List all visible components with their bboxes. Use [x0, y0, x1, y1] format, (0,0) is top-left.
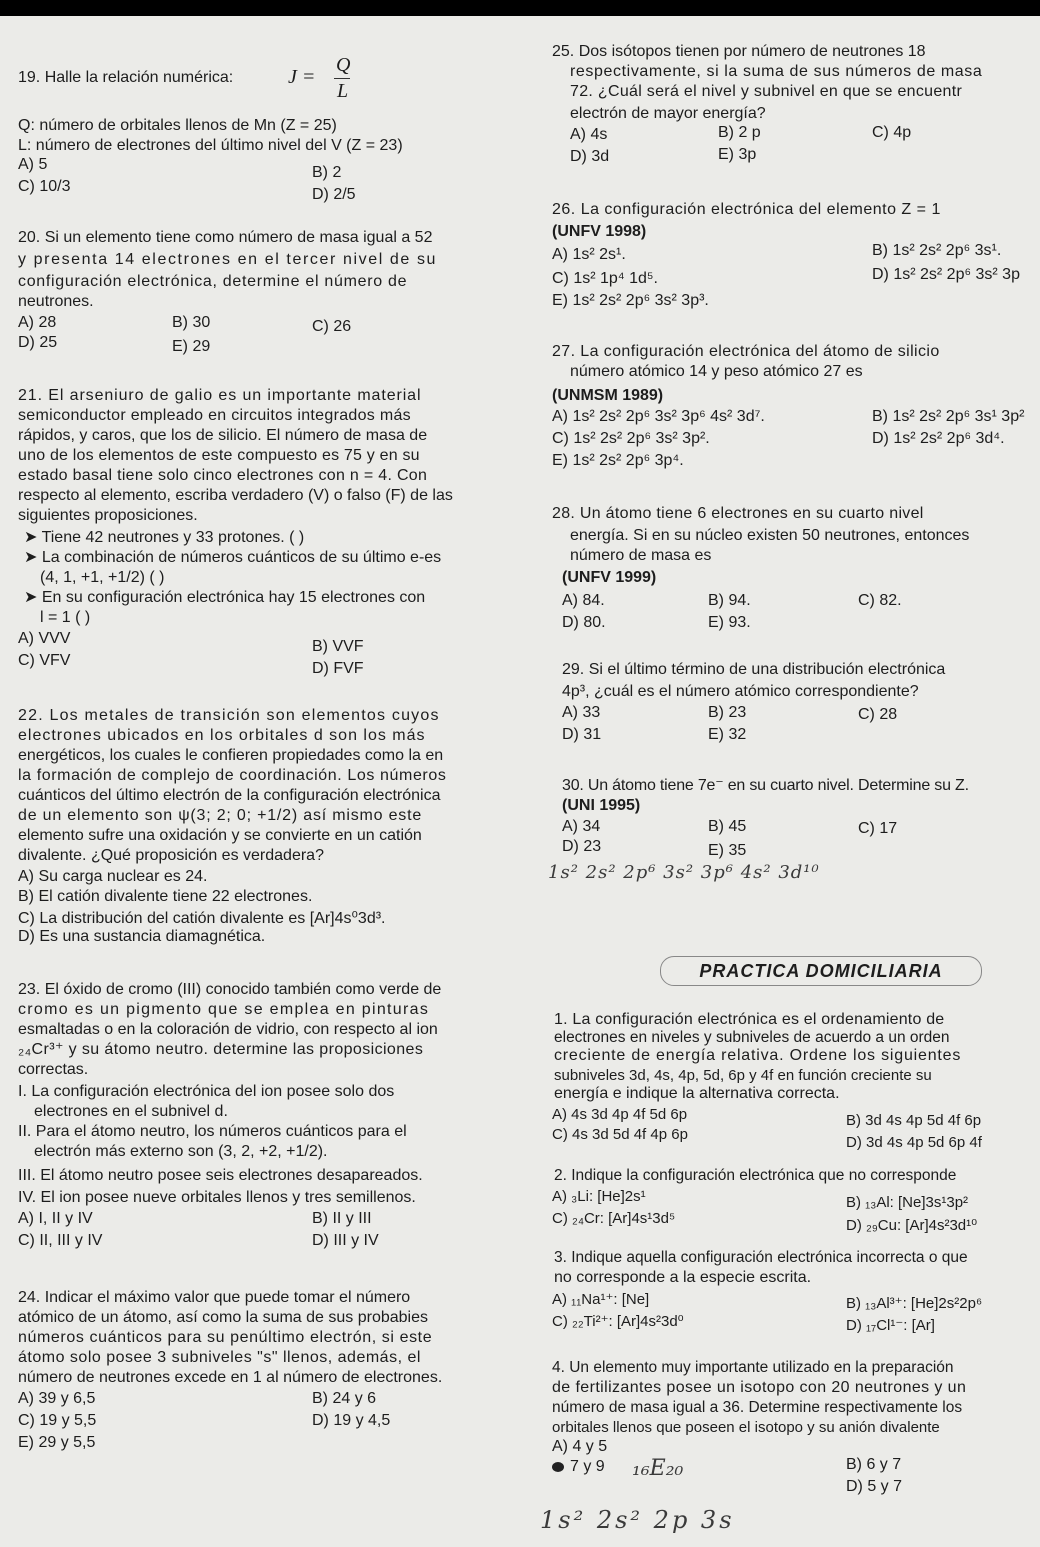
p4-option-d: D) 5 y 7 — [846, 1478, 903, 1495]
q27-line1: 27. La configuración electrónica del átomo de silicio — [552, 343, 940, 360]
q20-option-e: E) 29 — [172, 338, 211, 355]
q22-line5: cuánticos del último electrón de la configuración electrónica — [18, 787, 441, 804]
q22-line2: electrones ubicados en los orbitales d son los más — [18, 727, 426, 744]
q19-formula-num: Q — [336, 54, 351, 76]
q24-option-e: E) 29 y 5,5 — [18, 1434, 96, 1451]
q29-option-b: B) 23 — [708, 704, 747, 721]
q27-option-a: A) 1s² 2s² 2p⁶ 3s² 3p⁶ 4s² 3d⁷. — [552, 408, 765, 425]
p2-option-c: C) ₂₄Cr: [Ar]4s¹3d⁵ — [552, 1210, 676, 1227]
p1-line5: energía e indique la alternativa correcta. — [554, 1085, 840, 1102]
q20-line4: neutrones. — [18, 293, 94, 310]
p1-option-a: A) 4s 3d 4p 4f 5d 6p — [552, 1106, 688, 1123]
q21-proposition-3b: l = 1 ( ) — [40, 609, 91, 626]
p3-option-b: B) ₁₃Al³⁺: [He]2s²2p⁶ — [846, 1295, 983, 1312]
p2-line1: 2. Indique la configuración electrónica que no corresponde — [554, 1167, 957, 1184]
q23-statement-2a: II. Para el átomo neutro, los números cuánticos para el — [18, 1123, 407, 1140]
q23-option-d: D) III y IV — [312, 1232, 379, 1249]
q29-option-c: C) 28 — [858, 706, 898, 723]
q29-option-a: A) 33 — [562, 704, 601, 721]
q23-line3: esmaltadas o en la coloración de vidrio, con respecto al ion — [18, 1021, 438, 1038]
q26-option-a: A) 1s² 2s¹. — [552, 246, 626, 263]
q25-option-c: C) 4p — [872, 124, 912, 141]
q19-option-b: B) 2 — [312, 164, 342, 181]
q21-proposition-3a: ➤ En su configuración electrónica hay 15 electrones con — [24, 589, 426, 606]
q21-proposition-2b: (4, 1, +1, +1/2) ( ) — [40, 569, 165, 586]
q21-option-c: C) VFV — [18, 652, 71, 669]
q27-option-b: B) 1s² 2s² 2p⁶ 3s¹ 3p² — [872, 408, 1025, 425]
q25-option-a: A) 4s — [570, 126, 608, 143]
q28-option-d: D) 80. — [562, 614, 606, 631]
p1-option-d: D) 3d 4s 4p 5d 6p 4f — [846, 1134, 982, 1151]
q25-line1: 25. Dos isótopos tienen por número de neutrones 18 — [552, 43, 926, 60]
q22-line1: 22. Los metales de transición son elementos cuyos — [18, 707, 440, 724]
q24-option-c: C) 19 y 5,5 — [18, 1412, 97, 1429]
q20-line3: configuración electrónica, determine el número de — [18, 273, 408, 290]
q28-line2: energía. Si en su núcleo existen 50 neutrones, entonces — [570, 527, 970, 544]
q20-line1: 20. Si un elemento tiene como número de masa igual a 52 — [18, 229, 433, 246]
q21-line3: rápidos, y caros, que los de silicio. El número de masa de — [18, 427, 428, 444]
q28-line3: número de masa es — [570, 547, 712, 564]
q23-statement-1b: electrones en el subnivel d. — [34, 1103, 228, 1120]
q22-line3: energéticos, los cuales le confieren propiedades como la en — [18, 747, 444, 764]
q19-option-d: D) 2/5 — [312, 186, 356, 203]
p4-line1: 4. Un elemento muy importante utilizado en la preparación — [552, 1359, 954, 1376]
q30-source: (UNI 1995) — [562, 797, 641, 814]
worksheet-page — [0, 16, 1040, 1547]
q29-option-e: E) 32 — [708, 726, 747, 743]
q21-line7: siguientes proposiciones. — [18, 507, 198, 524]
q29-line1: 29. Si el último término de una distribución electrónica — [562, 661, 946, 678]
p1-line4: subniveles 3d, 4s, 4p, 5d, 6p y 4f en función creciente su — [554, 1067, 932, 1084]
q21-line2: semiconductor empleado en circuitos integrados más — [18, 407, 411, 424]
p4-line4: orbitales llenos que poseen el isotopo y su anión divalente — [552, 1419, 940, 1436]
q19-option-a: A) 5 — [18, 156, 48, 173]
q23-line4: ₂₄Cr³⁺ y su átomo neutro. determine las proposiciones — [18, 1041, 424, 1058]
q23-statement-1a: I. La configuración electrónica del ion posee solo dos — [18, 1083, 395, 1100]
p4-option-c-marked — [552, 1458, 605, 1476]
p1-line3: creciente de energía relativa. Ordene los siguientes — [554, 1047, 962, 1064]
p4-option-c-label: 7 y 9 — [570, 1458, 605, 1475]
q26-option-c: C) 1s² 1p⁴ 1d⁵. — [552, 270, 658, 287]
q20-option-c: C) 26 — [312, 318, 352, 335]
q26-line1: 26. La configuración electrónica del elemento Z = 1 — [552, 201, 941, 218]
q25-line2: respectivamente, si la suma de sus números de masa — [570, 63, 983, 80]
q30-option-a: A) 34 — [562, 818, 601, 835]
q23-line5: correctas. — [18, 1061, 89, 1078]
q25-line3: 72. ¿Cuál será el nivel y subnivel en que se encuentr — [570, 83, 963, 100]
p2-option-a: A) ₃Li: [He]2s¹ — [552, 1188, 646, 1205]
p1-option-b: B) 3d 4s 4p 5d 4f 6p — [846, 1112, 982, 1129]
q22-option-a: A) Su carga nuclear es 24. — [18, 868, 208, 885]
q20-line2: y presenta 14 electrones en el tercer nivel de su — [18, 251, 438, 268]
q29-option-d: D) 31 — [562, 726, 602, 743]
q30-line1: 30. Un átomo tiene 7e⁻ en su cuarto nivel. Determine su Z. — [562, 777, 969, 794]
p4-option-b: B) 6 y 7 — [846, 1456, 902, 1473]
q29-line2: 4p³, ¿cuál es el número atómico correspondiente? — [562, 683, 919, 700]
q21-option-b: B) VVF — [312, 638, 364, 655]
q28-option-e: E) 93. — [708, 614, 751, 631]
q20-option-d: D) 25 — [18, 334, 58, 351]
q23-statement-3: III. El átomo neutro posee seis electrones desapareados. — [18, 1167, 423, 1184]
q21-line6: respecto al elemento, escriba verdadero (V) o falso (F) de las — [18, 487, 453, 504]
q23-statement-2b: electrón más externo son (3, 2, +2, +1/2). — [34, 1143, 328, 1160]
q27-option-c: C) 1s² 2s² 2p⁶ 3s² 3p². — [552, 430, 710, 447]
q28-option-a: A) 84. — [562, 592, 605, 609]
q22-option-c: C) La distribución del catión divalente es [Ar]4s⁰3d³. — [18, 910, 386, 927]
p3-option-d: D) ₁₇Cl¹⁻: [Ar] — [846, 1317, 935, 1334]
q25-option-e: E) 3p — [718, 146, 757, 163]
q19-q-def: Q: número de orbitales llenos de Mn (Z = 25) — [18, 117, 337, 134]
q19-l-def: L: número de electrones del último nivel del V (Z = 23) — [18, 137, 403, 154]
q21-proposition-2a: ➤ La combinación de números cuánticos de su último e-es — [24, 549, 442, 566]
q22-line8: divalente. ¿Qué proposición es verdadera? — [18, 847, 324, 864]
fraction-bar — [334, 78, 350, 79]
q22-line6: de un elemento son ψ(3; 2; 0; +1/2) así mismo este — [18, 807, 423, 824]
q30-option-b: B) 45 — [708, 818, 747, 835]
q25-line4: electrón de mayor energía? — [570, 105, 766, 122]
q24-line2: atómico de un átomo, así como la suma de sus probabies — [18, 1309, 428, 1326]
q25-option-d: D) 3d — [570, 148, 610, 165]
p3-line1: 3. Indique aquella configuración electrónica incorrecta o que — [554, 1249, 968, 1266]
q24-line3: números cuánticos para su penúltimo electrón, si este — [18, 1329, 433, 1346]
p2-option-b: B) ₁₃Al: [Ne]3s¹3p² — [846, 1194, 969, 1211]
q22-line7: elemento sufre una oxidación y se convierte en un catión — [18, 827, 422, 844]
q24-line4: átomo solo posee 3 subniveles "s" llenos, además, el — [18, 1349, 421, 1366]
q28-option-b: B) 94. — [708, 592, 751, 609]
q21-line5: estado basal tiene solo cinco electrones con n = 4. Con — [18, 467, 428, 484]
q27-line2: número atómico 14 y peso atómico 27 es — [570, 363, 863, 380]
q26-option-e: E) 1s² 2s² 2p⁶ 3s² 3p³. — [552, 292, 709, 309]
p4-line3: número de masa igual a 36. Determine respectivamente los — [552, 1399, 963, 1416]
q30-handwritten-note: 1s² 2s² 2p⁶ 3s² 3p⁶ 4s² 3d¹⁰ — [548, 862, 820, 883]
q19-option-c: C) 10/3 — [18, 178, 71, 195]
q24-line1: 24. Indicar el máximo valor que puede tomar el número — [18, 1289, 411, 1306]
q30-option-d: D) 23 — [562, 838, 602, 855]
q30-option-e: E) 35 — [708, 842, 747, 859]
q21-line4: uno de los elementos de este compuesto es 75 y en su — [18, 447, 420, 464]
q24-option-a: A) 39 y 6,5 — [18, 1390, 96, 1407]
q22-line4: la formación de complejo de coordinación. Los números — [18, 767, 447, 784]
q22-option-b: B) El catión divalente tiene 22 electrones. — [18, 888, 313, 905]
q20-option-b: B) 30 — [172, 314, 211, 331]
q19-formula-den: L — [337, 80, 349, 102]
q23-option-c: C) II, III y IV — [18, 1232, 103, 1249]
q19-formula-j: J = — [288, 66, 316, 88]
q21-option-a: A) VVV — [18, 630, 71, 647]
p2-option-d: D) ₂₉Cu: [Ar]4s²3d¹⁰ — [846, 1217, 978, 1234]
q28-option-c: C) 82. — [858, 592, 902, 609]
q28-line1: 28. Un átomo tiene 6 electrones en su cuarto nivel — [552, 505, 924, 522]
q27-option-d: D) 1s² 2s² 2p⁶ 3d⁴. — [872, 430, 1005, 447]
q24-option-d: D) 19 y 4,5 — [312, 1412, 391, 1429]
q23-line2: cromo es un pigmento que se emplea en pinturas — [18, 1001, 430, 1018]
q26-option-d: D) 1s² 2s² 2p⁶ 3s² 3p — [872, 266, 1020, 283]
p1-option-c: C) 4s 3d 5d 4f 4p 6p — [552, 1126, 688, 1143]
q23-option-a: A) I, II y IV — [18, 1210, 93, 1227]
q24-option-b: B) 24 y 6 — [312, 1390, 377, 1407]
q20-option-a: A) 28 — [18, 314, 57, 331]
q21-option-d: D) FVF — [312, 660, 364, 677]
q24-line5: número de neutrones excede en 1 al número de electrones. — [18, 1369, 443, 1386]
practice-banner: PRACTICA DOMICILIARIA — [660, 956, 982, 986]
q21-proposition-1: ➤ Tiene 42 neutrones y 33 protones. ( ) — [24, 529, 305, 546]
q27-option-e: E) 1s² 2s² 2p⁶ 3p⁴. — [552, 452, 684, 469]
p1-line1: 1. La configuración electrónica es el ordenamiento de — [554, 1011, 945, 1028]
p4-option-a: A) 4 y 5 — [552, 1438, 608, 1455]
q22-option-d: D) Es una sustancia diamagnética. — [18, 928, 266, 945]
p3-option-c: C) ₂₂Ti²⁺: [Ar]4s²3d⁰ — [552, 1313, 684, 1330]
q23-option-b: B) II y III — [312, 1210, 372, 1227]
q30-option-c: C) 17 — [858, 820, 898, 837]
q23-statement-4: IV. El ion posee nueve orbitales llenos y tres semillenos. — [18, 1189, 416, 1206]
q26-option-b: B) 1s² 2s² 2p⁶ 3s¹. — [872, 242, 1002, 259]
p3-option-a: A) ₁₁Na¹⁺: [Ne] — [552, 1291, 650, 1308]
q23-line1: 23. El óxido de cromo (III) conocido también como verde de — [18, 981, 442, 998]
q27-source: (UNMSM 1989) — [552, 387, 664, 404]
q28-source: (UNFV 1999) — [562, 569, 657, 586]
p4-handwritten-config: 1s² 2s² 2p 3s — [540, 1506, 735, 1534]
q25-option-b: B) 2 p — [718, 124, 761, 141]
p4-handwritten-isotope: ₁₆E₂₀ — [632, 1456, 684, 1481]
q19-prefix: 19. Halle la relación numérica: — [18, 69, 234, 86]
q21-line1: 21. El arseniuro de galio es un importante material — [18, 387, 422, 404]
p3-line2: no corresponde a la especie escrita. — [554, 1269, 812, 1286]
p4-line2: de fertilizantes posee un isotopo con 20 neutrones y un — [552, 1379, 967, 1396]
q26-source: (UNFV 1998) — [552, 223, 647, 240]
selected-answer-mark — [552, 1462, 564, 1472]
p1-line2: electrones en niveles y subniveles de acuerdo a un orden — [554, 1029, 950, 1046]
